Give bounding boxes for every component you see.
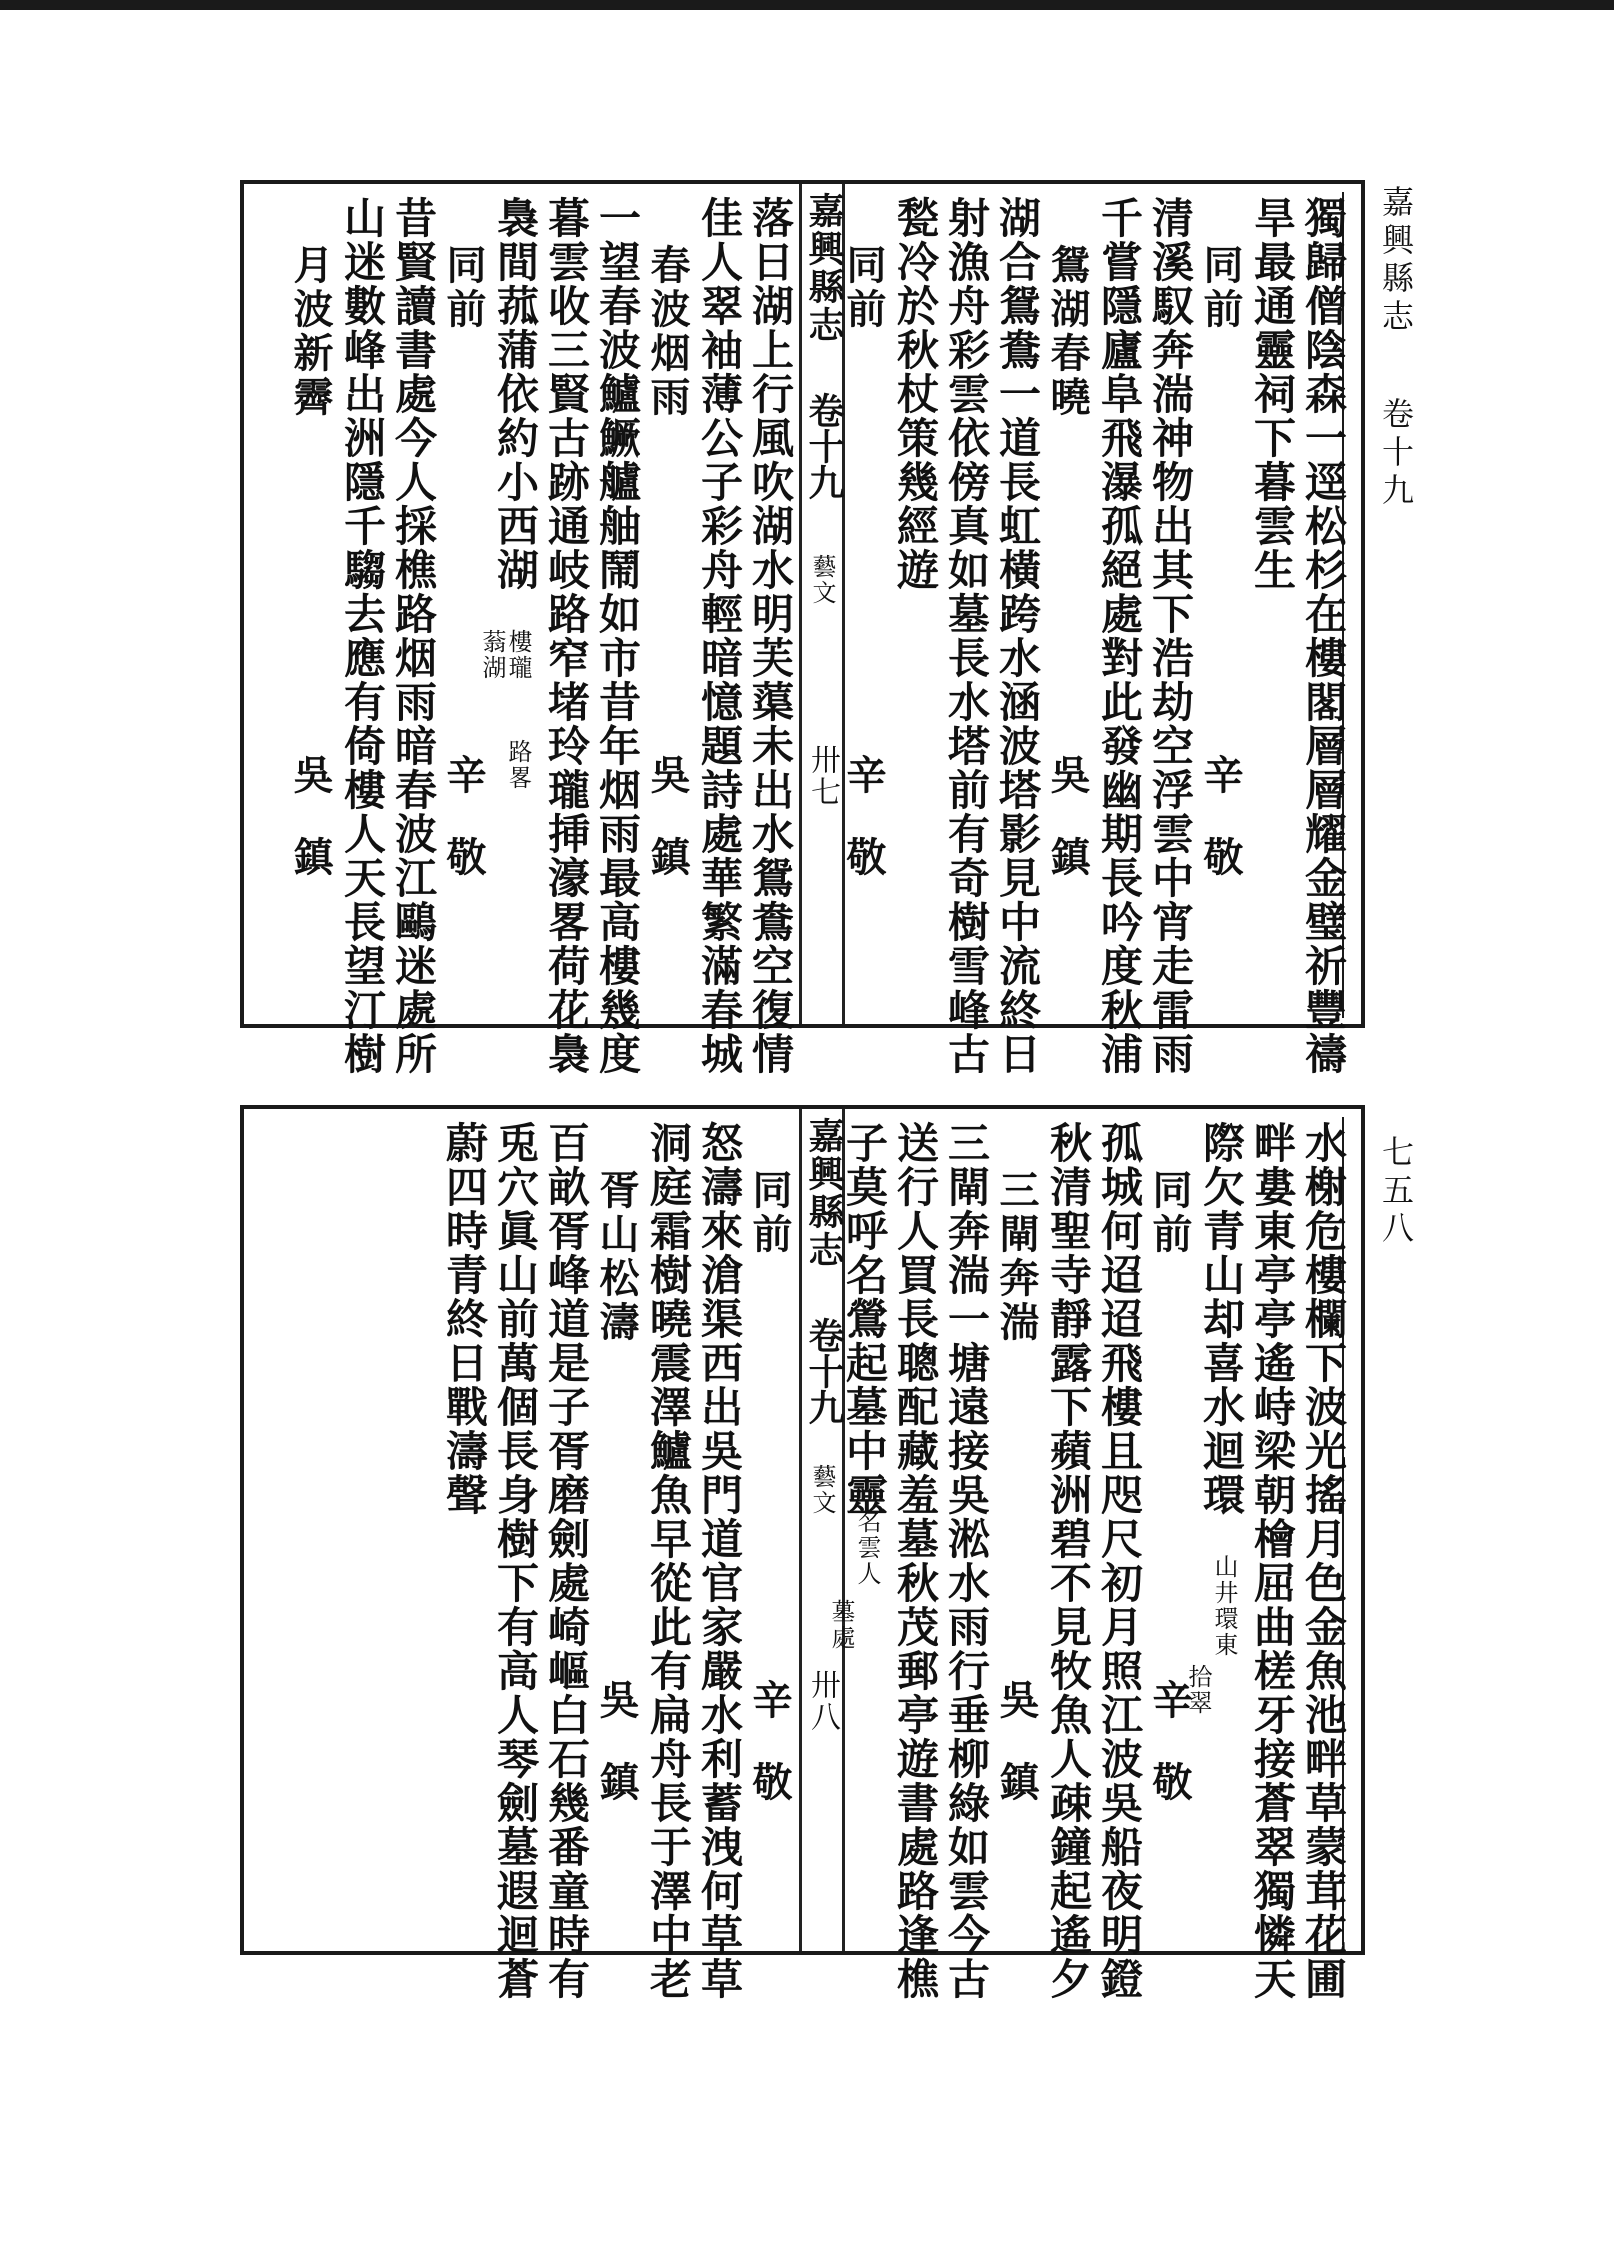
text-column: 際欠青山却喜水迴環 — [1197, 1121, 1246, 1517]
annotation-note: 路畧 — [504, 739, 532, 791]
text-column: 一望春波鱸鱖艫舳鬧如市昔年烟雨最高樓幾度 — [593, 196, 642, 1076]
poem-title: 胥山松濤 — [593, 1169, 640, 1345]
text-column: 甃冷於秋杖策幾經遊 — [891, 196, 940, 592]
page-top-border — [0, 0, 1614, 10]
annotation-note: 名雲人 — [853, 1509, 881, 1587]
upper-folio: 卅七 — [805, 744, 840, 808]
lower-center-column — [799, 1109, 845, 1951]
poem-title: 同前 — [840, 244, 887, 332]
poem-author: 辛敬 — [840, 754, 887, 918]
text-column: 落日湖上行風吹湖水明芙蕖未出水鴛鴦空復情 — [746, 196, 795, 1076]
text-column: 射漁舟彩雲依傍真如墓長水塔前有奇樹雪峰古 — [942, 196, 991, 1076]
text-column: 兎穴眞山前萬個長身樹下有高人琴劍墓遐迴蒼 — [491, 1121, 540, 2001]
running-head-title: 嘉興縣志 — [1377, 185, 1415, 337]
poem-author: 吳鎮 — [993, 1679, 1040, 1843]
upper-section: 藝文 — [808, 554, 836, 606]
running-head-volume: 卷十九 — [1377, 397, 1415, 511]
text-column: 百畝胥峰道是子胥磨劍處崎嶇白石幾番童時有 — [542, 1121, 591, 2001]
annotation-note: 墓處 — [827, 1599, 855, 1651]
poem-title: 同前 — [746, 1169, 793, 1257]
text-column: 三閘奔湍一塘遠接吳淞水雨行垂柳綠如雲今古 — [942, 1121, 991, 2001]
text-column: 子莫呼名鶯起墓中靈 — [840, 1121, 889, 1517]
text-column: 水榭危樓欄下波光搖月色金魚池畔草蒙茸花圃 — [1299, 1121, 1348, 2001]
poem-title: 同前 — [1197, 244, 1244, 332]
text-column: 怒濤來滄渠西出吳門道官家嚴水利蓄洩何草草 — [695, 1121, 744, 2001]
lower-text-block — [240, 1105, 1365, 2001]
poem-title: 同前 — [440, 244, 487, 332]
lower-book-title: 嘉興縣志 — [803, 1117, 845, 1269]
text-column: 畔婁東亭亭遙峙梁朝檜屈曲槎牙接蒼翠獨憐天 — [1248, 1121, 1297, 2001]
upper-book-title: 嘉興縣志 — [803, 192, 845, 344]
annotation-note: 拾翠 — [1184, 1664, 1212, 1716]
text-column: 裊間菰蒲依約小西湖 — [491, 196, 540, 592]
poem-author: 辛敬 — [440, 754, 487, 918]
running-head — [1377, 185, 1415, 511]
poem-author: 吳鎮 — [1044, 754, 1091, 918]
page-number: 七五八 — [1377, 1135, 1415, 1249]
text-column: 蔚四時青終日戰濤聲 — [440, 1121, 489, 1517]
text-column: 獨歸僧陰森一逕松杉在樓閣層層耀金璧祈豐禱 — [1299, 196, 1348, 1076]
text-column: 湖合鴛鴦一道長虹橫跨水涵波塔影見中流終日 — [993, 196, 1042, 1076]
poem-title: 鴛湖春曉 — [1044, 244, 1091, 420]
text-column: 孤城何迢迢飛樓且咫尺初月照江波吳船夜明鐙 — [1095, 1121, 1144, 2001]
text-column: 山迷數峰出洲隱千騶去應有倚樓人天長望汀樹 — [338, 196, 387, 1076]
text-column: 洞庭霜樹曉震澤鱸魚早從此有扁舟長于澤中老 — [644, 1121, 693, 2001]
poem-author: 吳鎮 — [644, 754, 691, 918]
annotation-note: 蓊湖 — [478, 629, 506, 681]
lower-folio: 卅八 — [805, 1669, 840, 1733]
text-column: 秋清聖寺靜露下蘋洲碧不見牧魚人疎鐘起遙夕 — [1044, 1121, 1093, 2001]
text-column: 暮雲收三賢古跡通岐路窄堵玲瓏挿濠畧荷花裊 — [542, 196, 591, 1076]
upper-volume: 卷十九 — [803, 392, 845, 500]
poem-author: 吳鎮 — [593, 1679, 640, 1843]
poem-author: 辛敬 — [746, 1679, 793, 1843]
lower-volume: 卷十九 — [803, 1317, 845, 1425]
upper-text-block — [240, 180, 1365, 1076]
poem-author: 吳鎮 — [287, 754, 334, 918]
poem-author: 辛敬 — [1146, 1679, 1193, 1843]
annotation-note: 樓瓏 — [504, 629, 532, 681]
poem-title: 同前 — [1146, 1169, 1193, 1257]
poem-title: 三閘奔湍 — [993, 1169, 1040, 1345]
text-column: 佳人翠袖薄公子彩舟輕暗憶題詩處華繁滿春城 — [695, 196, 744, 1076]
text-column: 千嘗隱廬阜飛瀑孤絕處對此發幽期長吟度秋浦 — [1095, 196, 1144, 1076]
lower-section: 藝文 — [808, 1464, 836, 1516]
text-column: 清溪馭奔湍神物出其下浩劫空浮雲中宵走雷雨 — [1146, 196, 1195, 1076]
text-column: 昔賢讀書處今人採樵路烟雨暗春波江鷗迷處所 — [389, 196, 438, 1076]
poem-title: 春波烟雨 — [644, 244, 691, 420]
poem-title: 月波新霽 — [287, 244, 334, 420]
text-column: 旱最通靈祠下暮雲生 — [1248, 196, 1297, 592]
annotation-note: 山井環東 — [1210, 1554, 1238, 1658]
text-column: 送行人買長聰配藏羞墓秋茂郵亭遊書處路逢樵 — [891, 1121, 940, 2001]
upper-center-column — [799, 184, 845, 1024]
poem-author: 辛敬 — [1197, 754, 1244, 918]
